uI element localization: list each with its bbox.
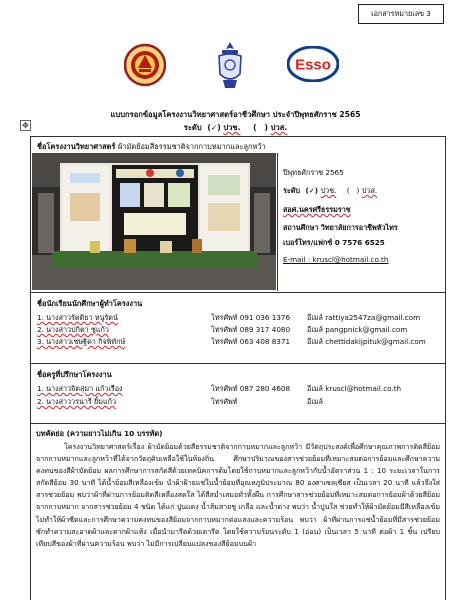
project-name-value: ผ้ามัดย้อมสีธรรมชาติจากกาบหมากและลูกหว้า (117, 142, 266, 151)
level-checkmark[interactable]: ✓ (210, 123, 218, 132)
level-field-check[interactable]: ✓ (308, 186, 315, 195)
student-name: 3. นางสาวเชษฐิดา กิจพิทักษ์ (37, 337, 126, 346)
year-field: ปีพุทธศักราช 2565 (283, 168, 344, 177)
phone-field: เบอร์โทร/แฟกซ์ 0 7576 6525 (283, 238, 385, 247)
royal-crest-logo (213, 40, 247, 92)
region-field (283, 205, 351, 216)
student-row (37, 337, 426, 348)
advisor-phone: โทรศัพท์ 087 280 4608 (211, 384, 291, 393)
advisor-row (37, 384, 401, 395)
project-form-table (30, 136, 446, 600)
level-field: ระดับ (✓) ปวช. ( ) ปวส. (283, 186, 378, 195)
level-line: ระดับ (✓) ปวช. ( ) ปวส. (183, 123, 288, 132)
advisor-email: อีเมล์ (307, 397, 323, 406)
student-row (37, 313, 420, 324)
student-email: อีเมล์ pangpnick@gmail.com (307, 325, 408, 334)
photo-divider (277, 153, 278, 291)
project-name-label: ชื่อโครงงานวิทยาศาสตร์ (37, 142, 116, 151)
student-phone: โทรศัพท์ 091 036 1376 (211, 313, 291, 322)
student-phone: โทรศัพท์ 063 408 8371 (211, 337, 291, 346)
level-option-1: ปวช. (223, 123, 241, 132)
advisor-email: อีเมล์ kruscl@hotmail.co.th (307, 384, 402, 393)
esso-logo (287, 46, 339, 82)
advisors-title: ชื่อครูที่ปรึกษาโครงงาน (37, 370, 112, 379)
abstract-body (36, 441, 440, 550)
level-field-option-2: ปวส. (361, 186, 378, 195)
student-email: อีเมล์ chettidakijpituk@gmail.com (307, 337, 426, 346)
level-field-label: ระดับ (283, 186, 300, 195)
institution-field: สถานศึกษา วิทยาลัยการอาชีพหัวไทร (283, 223, 398, 232)
abstract-text: โครงงานวิทยาศาสตร์เรื่อง ผ้ามัดย้อมด้วยสีธรรมชาติจากกาบหมากและลูกหว้า มีวัตถุประสงค์เพื่อศึกษาคุณภาพการติดสีย้อมจากกาบหมากและลูกหว้าที่ได้จากวัตถุดิบเหลือใช้ในท้องถิ่น ศึกษาปริมาณของสารช่วยย้อมที่เหมาะสมต่อการย้อมและศึกษาความคงทนของสีผ้ามัดย้อม ผลการศึกษาการสกัดสีด้วยเทคนิคการต้มโดยใช้กาบหมากและลูกหว้ากับน้ำอัตราส่วน 1 : 10 ระยะเวลาในการสกัดสีย้อม 30 นาที ได้น้ำย้อมสีเหลืองเข้ม นำผ้าฝ้ายแช่ในน้ำย้อมที่อุณหภูมิประมาณ 80 องศาเซลเซียส เป็นเวลา 20 นาที แล้วจึงใส่สารช่วยย้อม พบว่าผ้าที่ผ่านการย้อมติดสีเหลืองสดใส ได้สีสม่ำเสมอทั่วทั้งผืน การศึกษาสารช่วยย้อมที่เหมาะสมต่อการย้อมผ้าด้วยสีย้อมจากกาบหมาก จากสารช่วยย้อม 4 ชนิด ได้แก่ ปูนแดง น้ำส้มสายชู เกลือ และน้ำด่าง พบว่า น้ำปูนใส ช่วยทำให้ผ้ามัดย้อมมีสีเหลืองเข้ม ไม่ทำให้ผ้าซีดและการศึกษาความคงทนของสีย้อมจากกาบหมากต่อแสงและความร้อน พบว่า ผ้าที่ผ่านการแช่น้ำย้อมที่มีสารช่วยย้อมซักทำความสะอาดผ้าและตากผ้าแห้ง เมื่อนำมารีดด้วยเตารีด โดยใช้ความร้อนระดับ 1 (อ่อน) เป็นเวลา 5 นาที ต่อผ้า 1 ชิ้น เปรียบเทียบสีของผ้าที่ผ่านความร้อน พบว่า ไม่มีการเปลี่ยนแปลงของสีย้อมบนผ้า (36, 442, 440, 548)
advisor-row (37, 397, 323, 408)
level-label: ระดับ (183, 123, 202, 132)
advisor-name: 2. นางสาววรนารี ยิ้มแก้ว (37, 397, 117, 406)
region-value: สอศ.นครศรีธรรมราช (283, 205, 351, 214)
school-seal-logo (124, 41, 166, 89)
level-option-2: ปวส. (270, 123, 288, 132)
level-field-option-1: ปวช. (320, 186, 337, 195)
form-title: แบบกรอกข้อมูลโครงงานวิทยาศาสตร์อาชีวศึกษา ประจำปีพุทธศักราช 2565 (110, 110, 361, 119)
student-email: อีเมล์ rattiya2547za@gmail.com (307, 313, 421, 322)
attachment-number-label: เอกสารหมายเลข 3 (358, 4, 444, 24)
abstract-section (31, 423, 445, 600)
student-name: 1. นางสาวรัตติยา หนูรัตน์ (37, 313, 118, 322)
abstract-title: บทคัดย่อ (ความยาวไม่เกิน 10 บรรทัด) (36, 429, 163, 438)
student-row (37, 325, 407, 336)
advisor-name: 1. นางสาวจิตสุมา แก้วเรือง (37, 384, 123, 393)
students-title: ชื่อนักเรียนนักศึกษาผู้ทำโครงงาน (37, 299, 143, 308)
students-section (31, 292, 445, 348)
student-phone: โทรศัพท์ 089 317 4080 (211, 325, 291, 334)
email-value[interactable]: E-mail : kruscl@hotmail.co.th (283, 255, 389, 264)
advisors-section (31, 363, 445, 407)
svg-text:Esso: Esso (295, 56, 331, 74)
table-move-handle-icon[interactable]: ✥ (20, 120, 31, 131)
student-name: 2. นางสาวปกิตา ชูแก้ว (37, 325, 109, 334)
advisor-phone: โทรศัพท์ (211, 397, 238, 406)
project-exhibition-photo (32, 153, 276, 290)
email-field (283, 255, 388, 264)
